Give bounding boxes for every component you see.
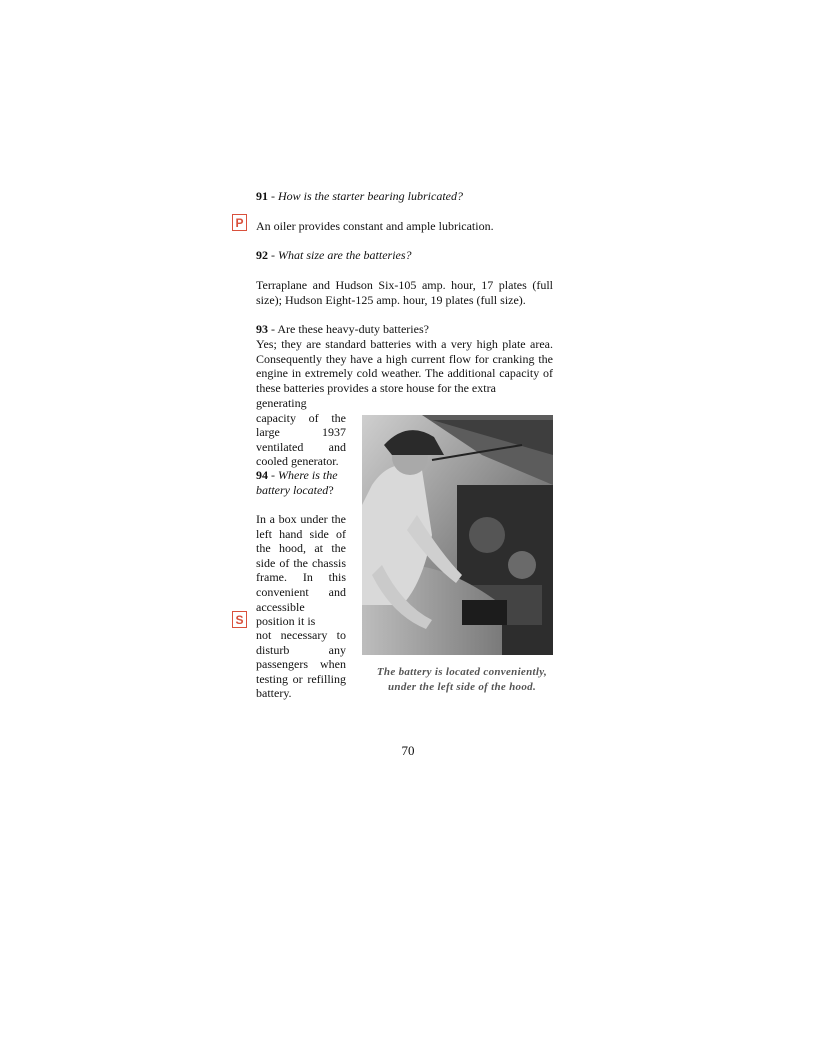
answer-93-wide: Yes; they are standard batteries with a very high plate area. Consequently they have a high current flow for cranking the engine in extremely cold weather. The additional capacity of these batteries provides a store house for the extra: [256, 337, 553, 395]
question-dash: -: [268, 189, 278, 203]
question-text: Where is the battery located: [256, 468, 338, 497]
battery-photo: [362, 415, 553, 655]
question-dash: -: [268, 468, 278, 482]
caption-line-1: The battery is located conveniently,: [376, 666, 548, 678]
question-number: 94: [256, 468, 268, 482]
battery-photo-illustration: [362, 415, 553, 655]
question-93: [256, 322, 556, 337]
question-text: What size are the batteries?: [278, 248, 412, 262]
answer-93-narrow: generating capacity of the large 1937 ventilated and cooled generator.: [256, 396, 346, 469]
page-number: 70: [401, 743, 415, 758]
photo-caption: [362, 665, 562, 695]
question-number: 92: [256, 248, 268, 262]
question-91: [256, 189, 556, 204]
question-dash: -: [268, 248, 278, 262]
caption-line-2: under the left side of the hood.: [387, 681, 537, 693]
answer-91: An oiler provides constant and ample lubrication.: [256, 219, 494, 233]
answer-94-part2: not necessary to disturb any passengers when testing or refilling battery.: [256, 628, 346, 701]
question-92: [256, 248, 556, 263]
s-margin-mark: S: [232, 611, 247, 628]
question-number: 93: [256, 322, 268, 336]
question-mark: ?: [328, 482, 334, 497]
answer-92: Terraplane and Hudson Six-105 amp. hour, 17 plates (full size); Hudson Eight-125 amp. hour, 19 plates (full size).: [256, 278, 553, 307]
question-text: - Are these heavy-duty batteries?: [268, 322, 429, 336]
answer-94-part1: In a box under the left hand side of the hood, at the side of the chassis frame. In this convenient and accessible position it is: [256, 512, 346, 629]
question-text: How is the starter bearing lubricated?: [278, 189, 463, 203]
p-margin-mark: P: [232, 214, 247, 231]
question-94: [256, 468, 348, 497]
question-number: 91: [256, 189, 268, 203]
